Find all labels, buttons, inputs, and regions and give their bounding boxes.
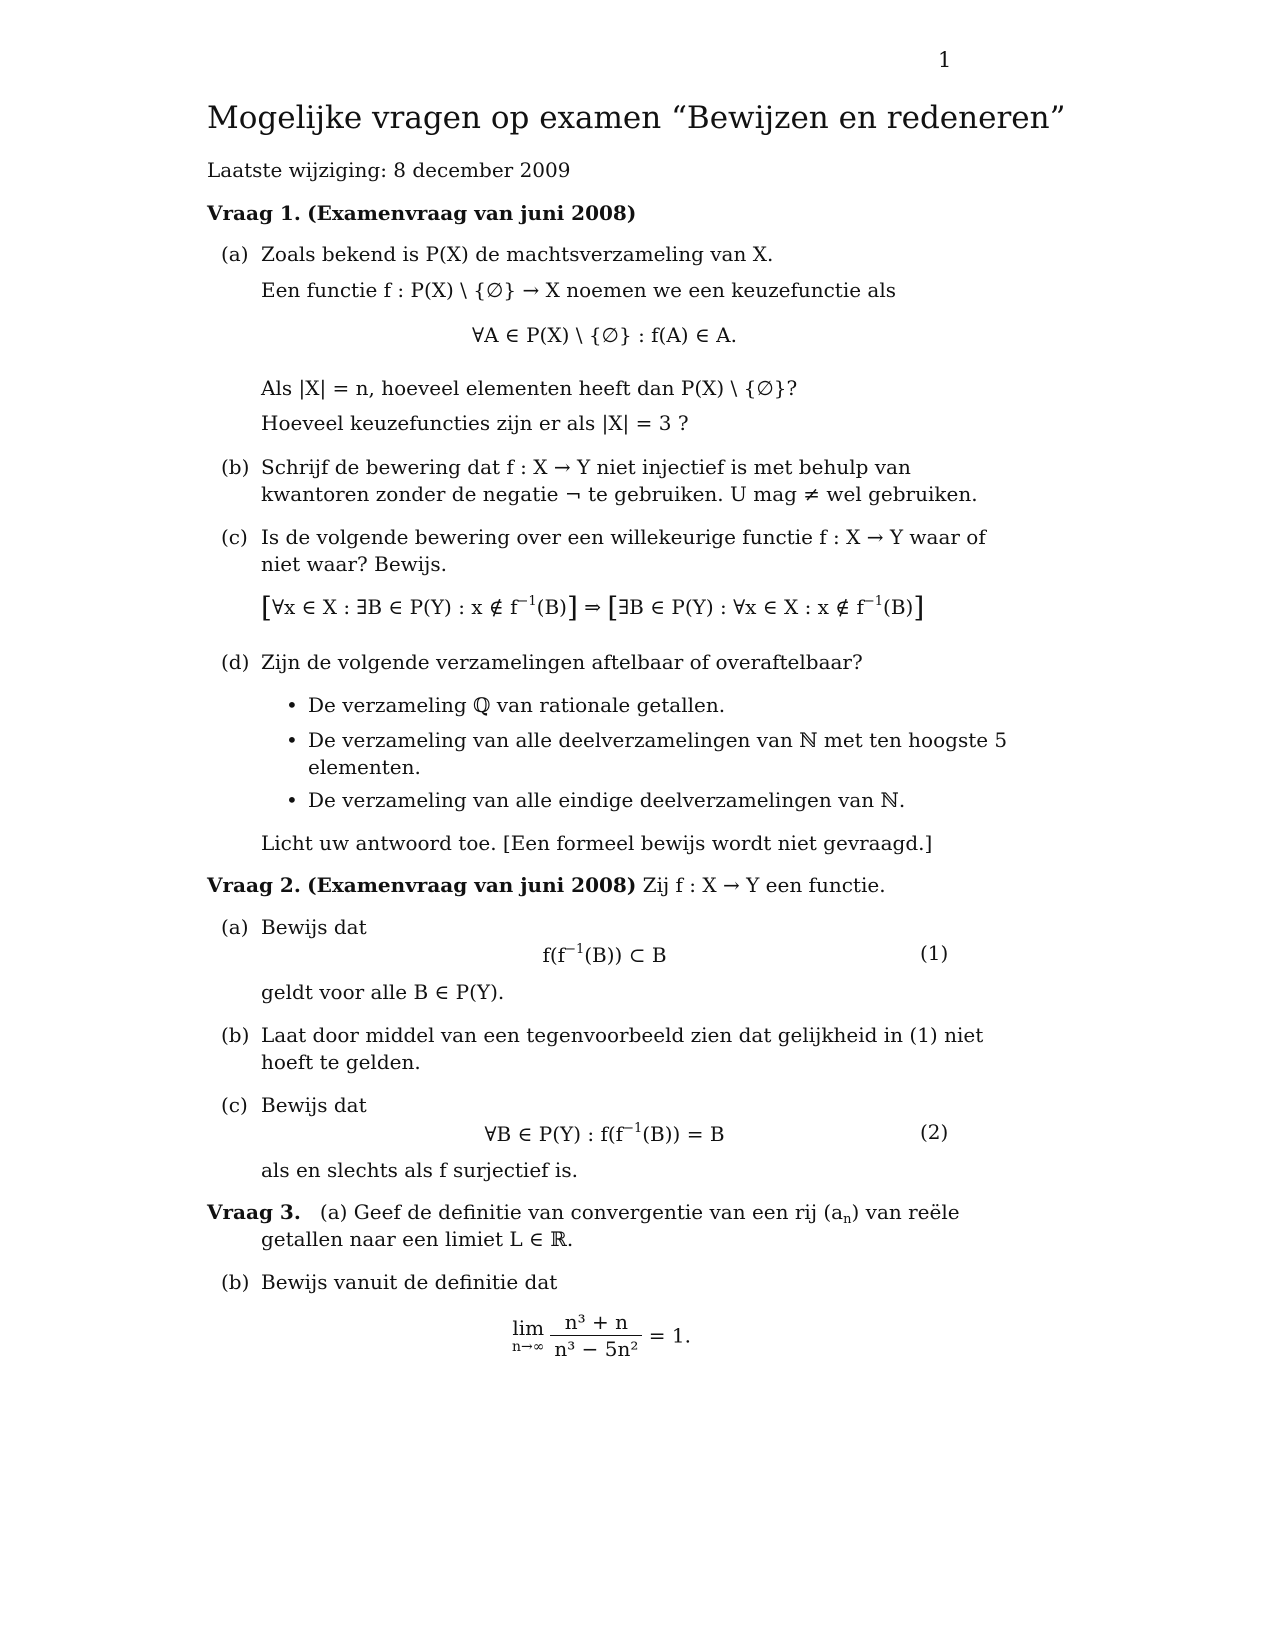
q1-c-left-inverse: −1 (517, 594, 537, 609)
q1-d-bullet-3: De verzameling van alle eindige deelverzamelingen van ℕ. (308, 788, 906, 812)
q2-b-label: (b) (221, 1023, 250, 1047)
lim-subscript: n→∞ (512, 1338, 545, 1355)
q1-b-label: (b) (221, 455, 250, 479)
equation-number-1: (1) (920, 941, 949, 965)
q1-c-right-part: ∃B ∈ P(Y) : ∀x ∈ X : x ∉ f (618, 595, 864, 619)
q1-a-line3: Als |X| = n, hoeveel elementen heeft dan P(X) \ {∅}? (261, 376, 798, 400)
page-title: Mogelijke vragen op examen “Bewijzen en redeneren” (207, 100, 1066, 136)
q2-c-formula-inverse: −1 (623, 1121, 643, 1136)
last-change-date: Laatste wijziging: 8 december 2009 (207, 158, 571, 182)
q1-c-line2: niet waar? Bewijs. (261, 552, 447, 576)
q2-a-formula-post: (B)) ⊂ B (584, 943, 667, 967)
q3-a-line1-end: ) van reële (851, 1200, 960, 1224)
q1-c-line1: Is de volgende bewering over een willekeurige functie f : X → Y waar of (261, 525, 986, 549)
page-number: 1 (938, 48, 952, 72)
q1-a-line2: Een functie f : P(X) \ {∅} → X noemen we een keuzefunctie als (261, 278, 897, 302)
q2-b-line2: hoeft te gelden. (261, 1050, 421, 1074)
limit-fraction (550, 1312, 642, 1359)
q1-a-label: (a) (221, 242, 249, 266)
question-1-label: Vraag 1. (207, 201, 301, 225)
q2-c-line2: als en slechts als f surjectief is. (261, 1158, 578, 1182)
q1-a-line1: Zoals bekend is P(X) de machtsverzameling van X. (261, 242, 774, 266)
q2-a-label: (a) (221, 915, 249, 939)
q1-c-left-part: ∀x ∈ X : ∃B ∈ P(Y) : x ∉ f (271, 595, 518, 619)
lim-text: lim (512, 1315, 545, 1340)
question-1-heading (207, 203, 636, 223)
question-2-heading (207, 875, 886, 895)
q2-a-display-formula (261, 943, 948, 965)
limit-operator (512, 1315, 545, 1355)
q2-a-formula-pre: f(f (542, 943, 566, 967)
q3-a-subscript: n (843, 1212, 852, 1227)
q1-c-implies: ⇒ (584, 595, 602, 619)
q1-d-bullet-2-cont: elementen. (308, 755, 421, 779)
q1-c-display-formula: [∀x ∈ X : ∃B ∈ P(Y) : x ∉ $f^{-1}(B)$] ⇒ [∃B ∈ P(Y) : ∀x ∈ X : x ∉ $f^{-1}(B)$] (261, 591, 925, 624)
q2-b-line1: Laat door middel van een tegenvoorbeeld zien dat gelijkheid in (1) niet (261, 1023, 984, 1047)
fraction-denominator: n³ − 5n² (554, 1337, 639, 1361)
q1-c-left-end: (B) (536, 595, 567, 619)
q2-c-display-formula (261, 1122, 948, 1144)
bullet-icon: • (286, 788, 298, 812)
limit-result: = 1. (648, 1323, 691, 1348)
question-1-tag: (Examenvraag van juni 2008) (307, 201, 637, 225)
q1-c-label: (c) (221, 525, 248, 549)
q3-a-label: (a) (319, 1200, 348, 1224)
q3-b-limit-formula (512, 1312, 691, 1359)
bullet-icon: • (286, 693, 298, 717)
q1-b-line1: Schrijf de bewering dat f : X → Y niet injectief is met behulp van (261, 455, 911, 479)
q1-d-bullet-1: De verzameling ℚ van rationale getallen. (308, 693, 726, 717)
bullet-icon: • (286, 728, 298, 752)
q1-c-right-inverse: −1 (863, 594, 884, 609)
q3-a-line2: getallen naar een limiet L ∈ ℝ. (261, 1227, 574, 1251)
q1-b-line2: kwantoren zonder de negatie ¬ te gebruiken. U mag ≠ wel gebruiken. (261, 482, 978, 506)
q3-b-label: (b) (221, 1270, 250, 1294)
question-3-heading (207, 1202, 960, 1226)
fraction-numerator: n³ + n (550, 1312, 642, 1336)
q1-d-bullet-2: De verzameling van alle deelverzamelingen van ℕ met ten hoogste 5 (308, 728, 1008, 752)
q2-c-label: (c) (221, 1093, 248, 1117)
q2-a-formula-inverse: −1 (565, 942, 585, 957)
q2-c-line1: Bewijs dat (261, 1093, 367, 1117)
q1-a-line4: Hoeveel keuzefuncties zijn er als |X| = 3 ? (261, 411, 689, 435)
q1-d-label: (d) (221, 650, 250, 674)
q2-c-formula-pre: ∀B ∈ P(Y) : f(f (484, 1122, 624, 1146)
q3-b-line1: Bewijs vanuit de definitie dat (261, 1270, 558, 1294)
q1-d-closing: Licht uw antwoord toe. [Een formeel bewijs wordt niet gevraagd.] (261, 831, 933, 855)
q2-a-line2: geldt voor alle B ∈ P(Y). (261, 980, 505, 1004)
q2-c-formula-post: (B)) = B (642, 1122, 725, 1146)
q3-a-line1: Geef de definitie van convergentie van een rij (a (353, 1200, 844, 1224)
equation-number-2: (2) (920, 1120, 949, 1144)
question-2-tag: (Examenvraag van juni 2008) (307, 873, 637, 897)
q1-d-line1: Zijn de volgende verzamelingen aftelbaar of overaftelbaar? (261, 650, 863, 674)
question-2-label: Vraag 2. (207, 873, 301, 897)
q1-a-display-formula: ∀A ∈ P(X) \ {∅} : f(A) ∈ A. (472, 323, 737, 347)
q1-c-right-end: (B) (883, 595, 914, 619)
question-3-label: Vraag 3. (207, 1200, 301, 1224)
question-2-intro: Zij f : X → Y een functie. (642, 873, 886, 897)
q2-a-line1: Bewijs dat (261, 915, 367, 939)
